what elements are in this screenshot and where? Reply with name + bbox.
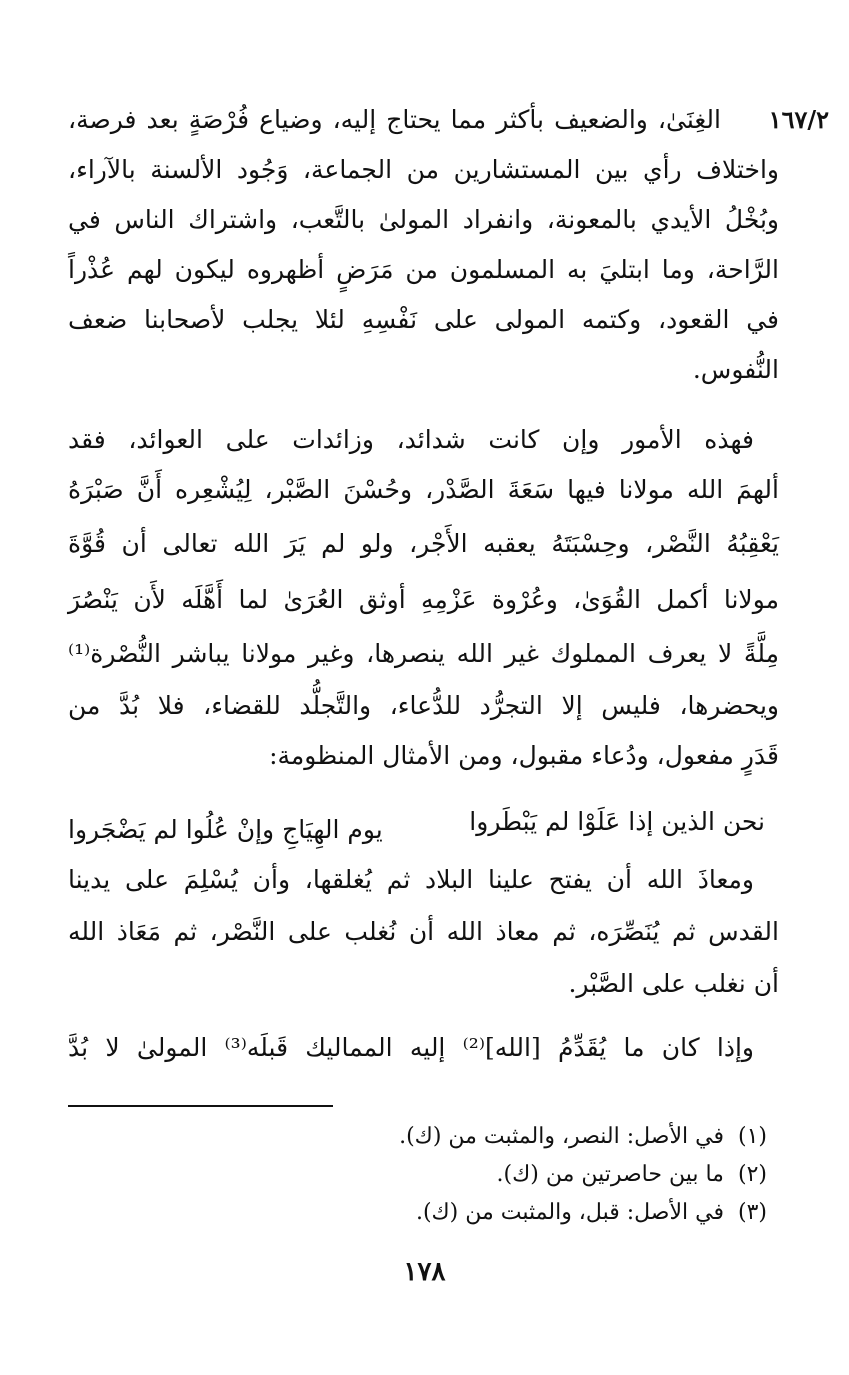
footnote-number: (١) (737, 1124, 767, 1149)
footnote-2 (497, 1158, 767, 1192)
text-line-12: ويحضرها، فليس إلا التجرُّد للدُّعاء، والتَّجلُّد للقضاء، فلا بُدَّ من (68, 691, 779, 720)
verse-hemistich-2: يوم الهِيَاجِ وإنْ عُلُوا لم يَضْجَروا (68, 815, 383, 844)
text-line-3: وبُخْلُ الأيدي بالمعونة، وانفراد المولىٰ بالتَّعب، واشتراك الناس في (68, 205, 779, 234)
margin-reference: ١٦٧/٢ (768, 105, 829, 134)
text-line-10: مولانا أكمل القُوَىٰ، وعُرْوة عَزْمِهِ أوثق العُرَىٰ لما أَهَّلَه لأَن يَنْصُرَ (68, 585, 779, 614)
text-line-9: يَعْقِبُهُ النَّصْر، وحِسْبَتَهُ يعقبه الأَجْر، ولو لم يَرَ الله تعالى أن قُوَّةَ (68, 529, 779, 558)
footnote-number: (٢) (737, 1162, 767, 1187)
footnote-text: في الأصل: النصر، والمثبت من (ك). (399, 1124, 724, 1149)
footnote-3 (416, 1196, 767, 1230)
text-line-5: في القعود، وكتمه المولى على نَفْسِهِ لئلا يجلب لأصحابنا ضعف (68, 305, 779, 334)
page-number: ١٧٨ (403, 1257, 446, 1287)
text-line-8: ألهمَ الله مولانا فيها سَعَةَ الصَّدْر، وحُسْنَ الصَّبْر، لِيُشْعِره أَنَّ صَبْرَهُ (68, 475, 779, 504)
text-line-16: أن نغلب على الصَّبْر. (568, 969, 779, 998)
footnote-text: في الأصل: قبل، والمثبت من (ك). (415, 1200, 724, 1225)
text-line-14: ومعاذَ الله أن يفتح علينا البلاد ثم يُغلقها، وأن يُسْلِمَ على يدينا (68, 865, 754, 894)
text-line-7: فهذه الأمور وإن كانت شدائد، وزائدات على العوائد، فقد (68, 425, 754, 454)
verse-hemistich-1: نحن الذين إذا عَلَوْا لم يَبْطَروا (469, 807, 765, 836)
text-line-1: الغِنَىٰ، والضعيف بأكثر مما يحتاج إليه، وضياع فُرْصَةٍ بعد فرصة، (68, 105, 722, 134)
text-line-4: الرَّاحة، وما ابتليَ به المسلمون من مَرَضٍ أظهروه ليكون لهم عُذْراً (68, 255, 779, 284)
footnote-number: (٣) (737, 1200, 767, 1225)
footnote-1 (399, 1120, 767, 1154)
text-line-2: واختلاف رأي بين المستشارين من الجماعة، وَجُود الألسنة بالآراء، (68, 155, 779, 184)
text-line-17: وإذا كان ما يُقَدِّمُ [الله]⁽²⁾ إليه المماليك قَبلَه⁽³⁾ المولىٰ لا بُدَّ (68, 1033, 754, 1062)
footnote-separator (68, 1105, 333, 1107)
text-line-6: النُّفوس. (692, 355, 779, 384)
text-line-15: القدس ثم يُنَصِّرَه، ثم معاذ الله أن نُغلب على النَّصْر، ثم مَعَاذ الله (68, 917, 779, 946)
text-line-13: قَدَرٍ مفعول، ودُعاء مقبول، ومن الأمثال المنظومة: (269, 741, 779, 770)
footnote-text: ما بين حاصرتين من (ك). (496, 1162, 724, 1187)
text-line-11: مِلَّةً لا يعرف المملوك غير الله ينصرها، وغير مولانا يباشر النُّصْرة⁽¹⁾ (68, 639, 779, 668)
